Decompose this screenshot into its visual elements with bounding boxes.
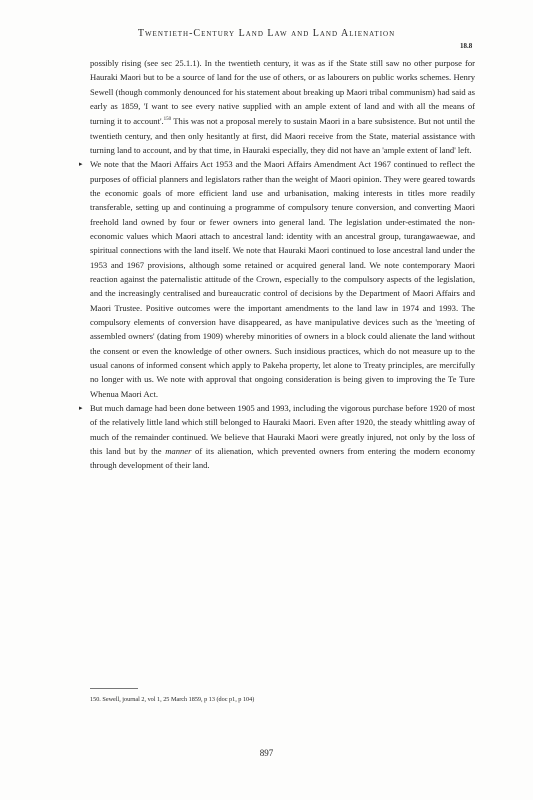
footnote-reference: 150: [163, 117, 172, 123]
section-number: 18.8: [460, 42, 473, 50]
paragraph-text: This was not a proposal merely to sustain Maori in a bare subsistence. But not until the twentieth century, and then only hesitantly at first, did Maori receive from the State, material assistance with turning land to account, and by that time, in Hauraki especially, they did not have an 'ample extent of land' left.: [90, 116, 475, 155]
bullet-arrow-icon: ▸: [79, 404, 83, 413]
bullet-paragraph-legislation: [79, 157, 475, 401]
bullet-paragraph-damage: [79, 401, 475, 473]
paragraph-text: But much damage had been done between 1905 and 1993, including the vigorous purchase before 1920 of most of the relatively little land which still belonged to Hauraki Maori. Even after 1920, the steady whittling away of much of the remainder continued. We believe that Hauraki Maori were greatly injured, not only by the loss of this land but by the: [90, 403, 475, 457]
page-number: 897: [259, 748, 274, 758]
paragraph-continuation: [90, 56, 475, 157]
footnote: 150. Sewell, journal 2, vol 1, 25 March 1859, p 13 (doc p1, p 104): [90, 696, 255, 703]
paragraph-text: We note that the Maori Affairs Act 1953 and the Maori Affairs Amendment Act 1967 continued to reflect the purposes of official planners and legislators rather than the weight of Maori opinion. They were geared towards the economic goals of more efficient land use and urbanisation, making interests in titles more readily transferable, setting up and continuing a programme of compulsory tenure conversion, and converting Maori freehold land owned by four or fewer owners into general land. The legislation under-estimated the non-economic values which Maori attach to ancestral land: identity with an ancestral group, turangawaewae, and spiritual connections with the land itself. We note that Hauraki Maori continued to lose ancestral land under the 1953 and 1967 provisions, although some retained or acquired general land. We note contemporary Maori reaction against the paternalistic attitude of the Crown, especially to the compulsory aspects of the legislation, and the increasingly centralised and bureaucratic control of decisions by the Department of Maori Affairs and Maori Trustee. Positive outcomes were the important amendments to the land law in 1974 and 1993. The compulsory elements of conversion have disappeared, as have manipulative devices such as the 'meeting of assembled owners' (dating from 1909) whereby minorities of owners in a block could alienate the land without the consent or even the knowledge of other owners. Such insidious practices, which do not measure up to the usual canons of informed consent which apply to Pakeha property, let alone to Treaty principles, are mercifully no longer with us. We note with approval that ongoing consideration is being given to improving the Te Ture Whenua Maori Act.: [90, 159, 475, 399]
emphasis-text: manner: [165, 446, 192, 457]
paragraph-text: possibly rising (see sec 25.1.1). In the twentieth century, it was as if the State still saw no other purpose for Hauraki Maori but to be a source of land for the use of others, or as labourers on public works schemes. Henry Sewell (though commonly denounced for his statement about breaking up Maori tribal communism) had said as early as 1859, 'I want to see every native supplied with an ample extent of land and with all the means of turning it to account'.: [90, 58, 475, 127]
running-head: Twentieth-Century Land Law and Land Alienation: [137, 28, 396, 39]
body-text: [79, 56, 475, 473]
bullet-arrow-icon: ▸: [79, 160, 83, 169]
paragraph-text: of its alienation, which prevented owners from entering the modern economy through development of their land.: [90, 446, 475, 471]
footnote-divider: [90, 688, 138, 689]
